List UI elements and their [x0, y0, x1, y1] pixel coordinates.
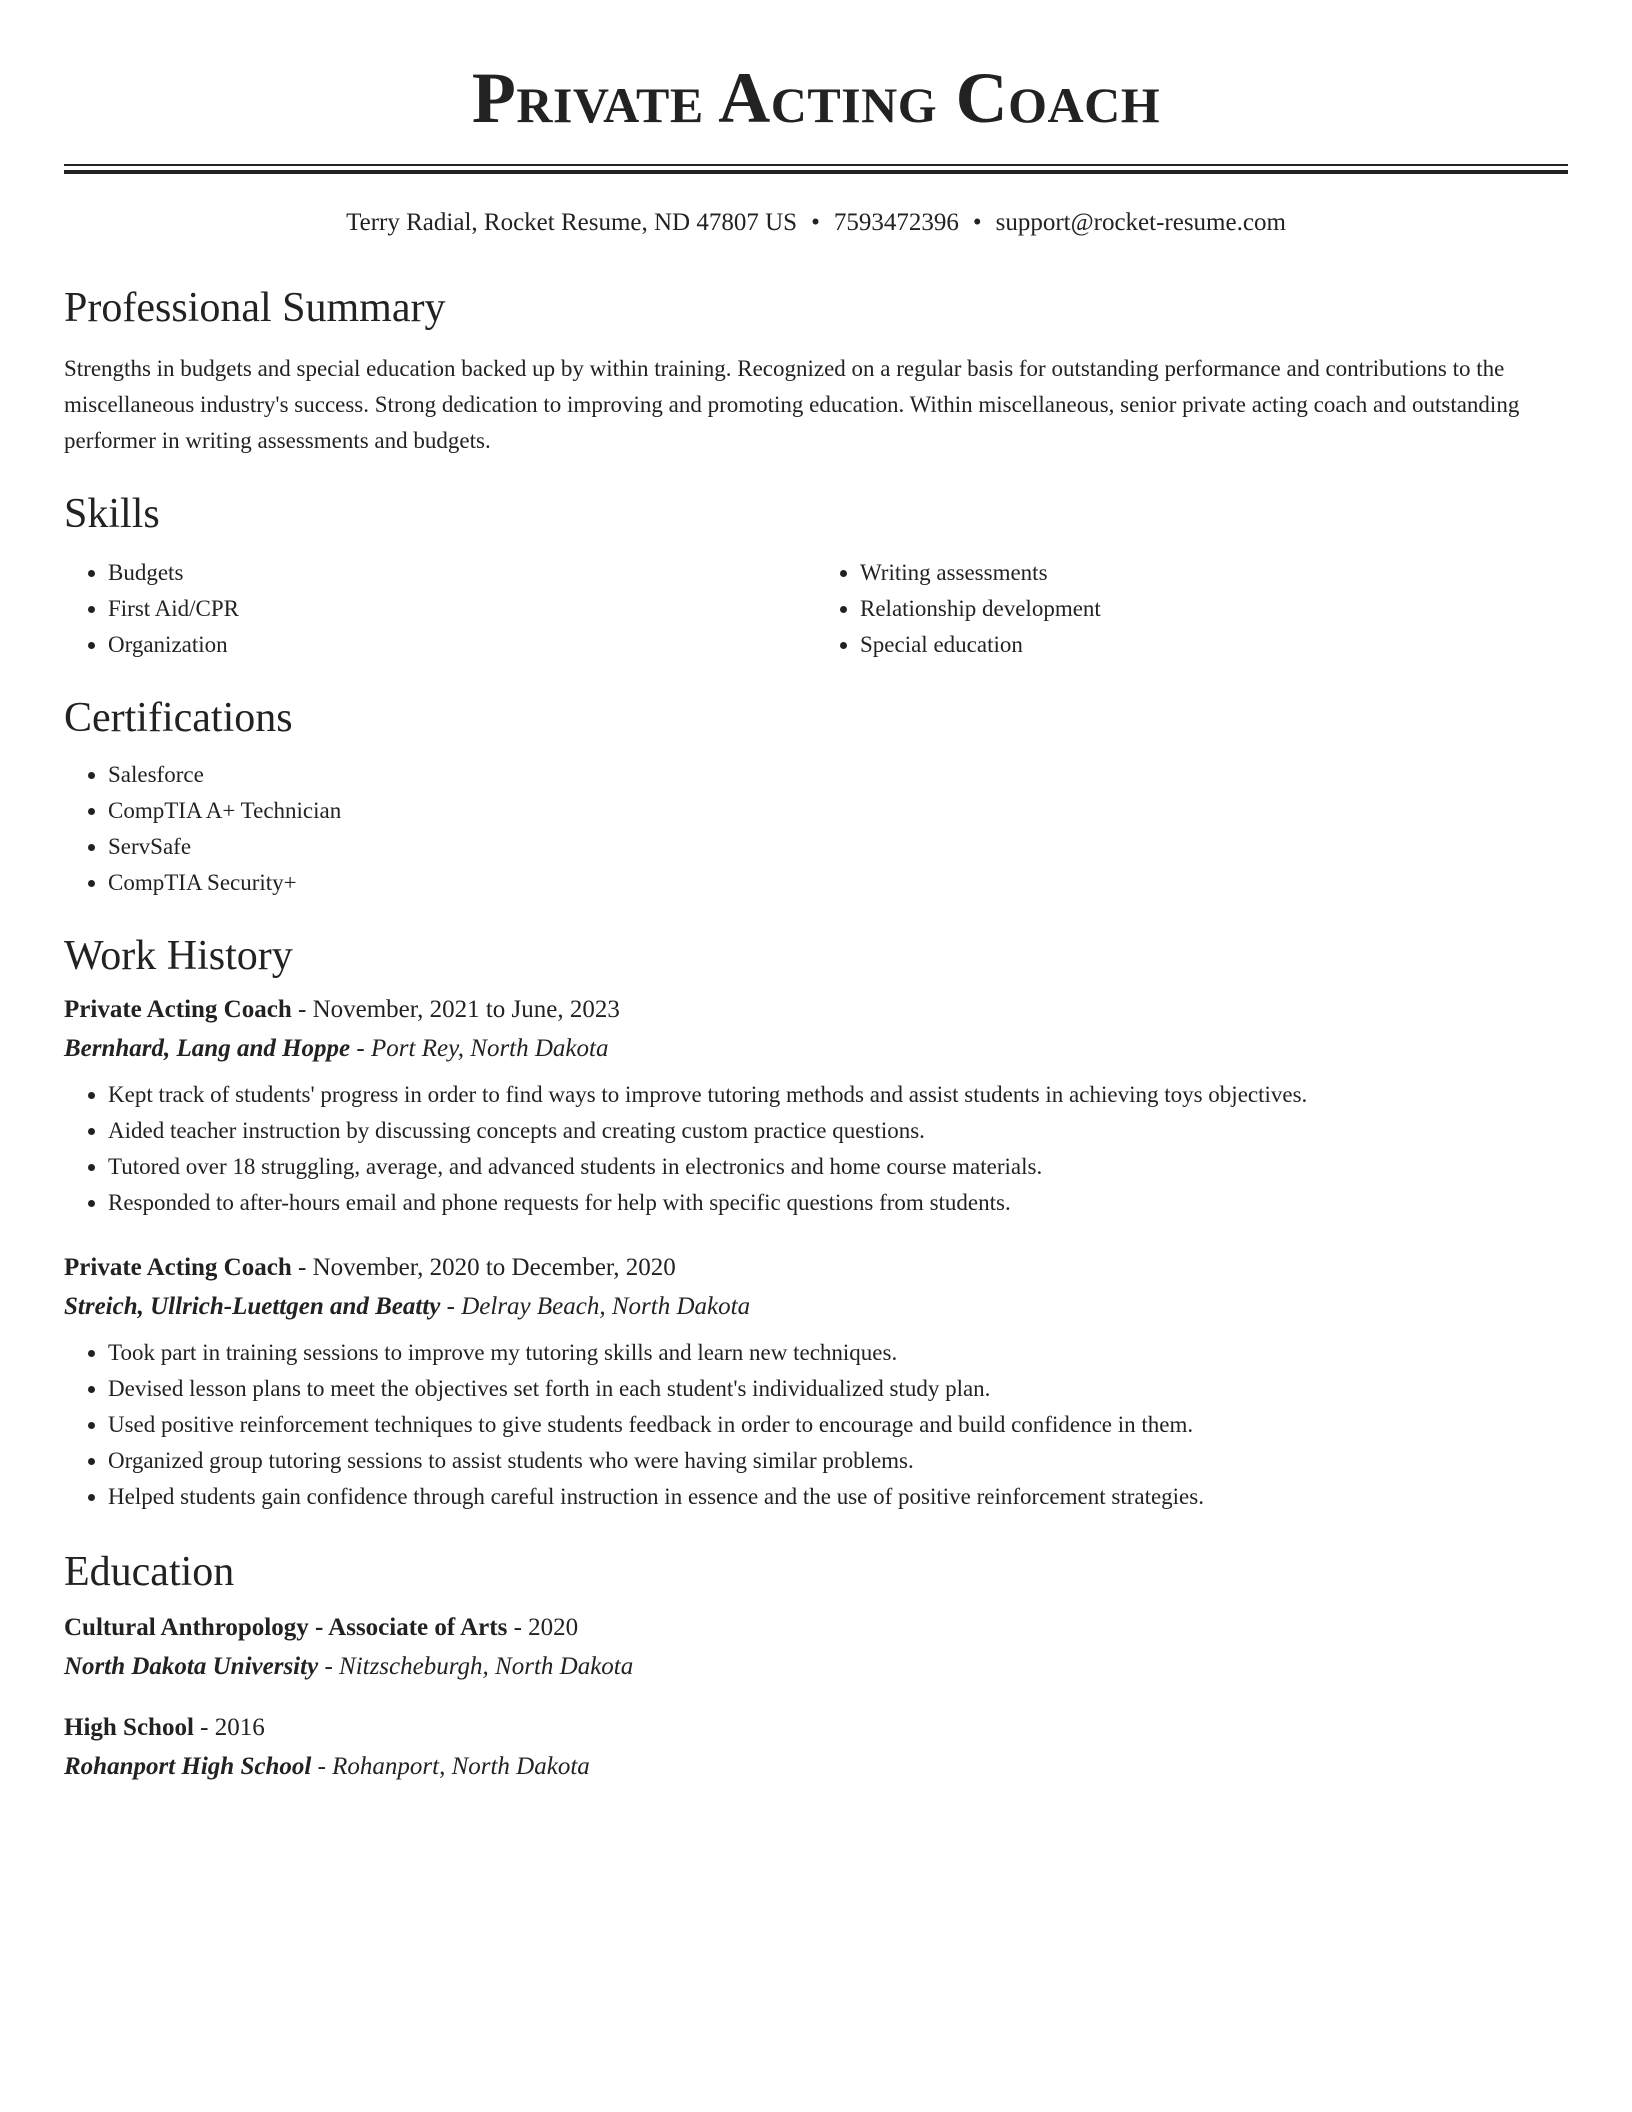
certification-item: • Salesforce — [108, 757, 1568, 793]
job-bullet: • Responded to after-hours email and phone requests for help with specific questions from students. — [108, 1185, 1568, 1221]
summary-section — [64, 287, 1568, 459]
job-bullet: • Tutored over 18 struggling, average, and advanced students in electronics and home course materials. — [108, 1149, 1568, 1185]
education-year: 2020 — [528, 1614, 579, 1641]
work-history-section — [64, 935, 1568, 1515]
job-title: Private Acting Coach — [64, 996, 292, 1023]
job-dates: November, 2021 to June, 2023 — [312, 996, 620, 1023]
contact-separator: • — [972, 209, 982, 236]
skill-item: • First Aid/CPR — [108, 591, 816, 627]
education-heading: Education — [64, 1549, 235, 1595]
contact-address: Terry Radial, Rocket Resume, ND 47807 US — [346, 209, 798, 236]
job-bullet: • Aided teacher instruction by discussing concepts and creating custom practice questions. — [108, 1113, 1568, 1149]
certification-item: • ServSafe — [108, 829, 1568, 865]
skills-column-right — [816, 555, 1568, 663]
resume-name-title: Private Acting Coach — [471, 58, 1161, 138]
summary-text: Strengths in budgets and special education backed up by within training. Recognized on a regular basis for outstanding performance and contributions to the miscellaneous industry's success. Strong dedication to improving and promoting education. Within miscellaneous, senior private acting coach and outstanding performer in writing assessments and budgets. — [64, 356, 1520, 453]
education-degree-line: Cultural Anthropology - Associate of Arts - 2020 — [64, 1614, 579, 1641]
certifications-heading: Certifications — [64, 695, 293, 741]
job-title-line: Private Acting Coach - November, 2020 to December, 2020 — [64, 1254, 676, 1281]
job-company: Streich, Ullrich-Luettgen and Beatty — [64, 1293, 441, 1320]
job-company-line: Bernhard, Lang and Hoppe - Port Rey, North Dakota — [64, 1035, 609, 1062]
job-bullet: • Devised lesson plans to meet the objectives set forth in each student's individualized study plan. — [108, 1371, 1568, 1407]
skills-section — [64, 493, 1568, 663]
job-entry — [64, 1255, 1568, 1515]
skill-item: • Organization — [108, 627, 816, 663]
certification-item: • CompTIA Security+ — [108, 865, 1568, 901]
skill-item: • Special education — [860, 627, 1568, 663]
job-bullet: • Kept track of students' progress in order to find ways to improve tutoring methods and assist students in achieving toys objectives. — [108, 1077, 1568, 1113]
job-company-line: Streich, Ullrich-Luettgen and Beatty - Delray Beach, North Dakota — [64, 1293, 751, 1320]
job-location: Delray Beach, North Dakota — [461, 1293, 751, 1320]
education-location: Rohanport, North Dakota — [332, 1753, 590, 1780]
education-location: Nitzscheburgh, North Dakota — [339, 1653, 634, 1680]
job-bullet: • Organized group tutoring sessions to assist students who were having similar problems. — [108, 1443, 1568, 1479]
skills-heading: Skills — [64, 491, 160, 537]
education-school-line: Rohanport High School - Rohanport, North Dakota — [64, 1753, 590, 1780]
job-bullet: • Used positive reinforcement techniques to give students feedback in order to encourage and build confidence in them. — [108, 1407, 1568, 1443]
education-school: Rohanport High School — [64, 1753, 312, 1780]
job-title-line: Private Acting Coach - November, 2021 to June, 2023 — [64, 996, 620, 1023]
job-bullet: • Helped students gain confidence through careful instruction in essence and the use of positive reinforcement strategies. — [108, 1479, 1568, 1515]
education-year: 2016 — [214, 1714, 265, 1741]
contact-email: support@rocket-resume.com — [995, 209, 1286, 236]
skills-column-left — [64, 555, 816, 663]
job-bullets — [64, 1077, 1568, 1221]
job-bullet: • Took part in training sessions to improve my tutoring skills and learn new techniques. — [108, 1335, 1568, 1371]
header-double-rule — [64, 164, 1568, 174]
skills-grid — [64, 555, 1568, 663]
education-entry — [64, 1715, 1568, 1779]
certifications-section — [64, 697, 1568, 901]
contact-separator: • — [811, 209, 820, 236]
job-entry — [64, 997, 1568, 1221]
work-history-heading: Work History — [64, 933, 293, 979]
education-entry — [64, 1615, 1568, 1679]
job-bullets — [64, 1335, 1568, 1515]
skill-item: • Budgets — [108, 555, 816, 591]
education-school: North Dakota University — [64, 1653, 319, 1680]
contact-line — [64, 210, 1568, 235]
skill-item: • Writing assessments — [860, 555, 1568, 591]
education-degree-line: High School - 2016 — [64, 1714, 265, 1741]
certification-item: • CompTIA A+ Technician — [108, 793, 1568, 829]
job-company: Bernhard, Lang and Hoppe — [64, 1035, 351, 1062]
summary-heading: Professional Summary — [64, 285, 446, 331]
education-degree: Cultural Anthropology - Associate of Arts — [64, 1614, 508, 1641]
job-location: Port Rey, North Dakota — [371, 1035, 609, 1062]
contact-phone: 7593472396 — [833, 209, 959, 236]
education-section — [64, 1551, 1568, 1779]
education-school-line: North Dakota University - Nitzscheburgh, North Dakota — [64, 1653, 634, 1680]
job-title: Private Acting Coach — [64, 1254, 292, 1281]
education-degree: High School — [64, 1714, 194, 1741]
skill-item: • Relationship development — [860, 591, 1568, 627]
job-dates: November, 2020 to December, 2020 — [312, 1254, 676, 1281]
